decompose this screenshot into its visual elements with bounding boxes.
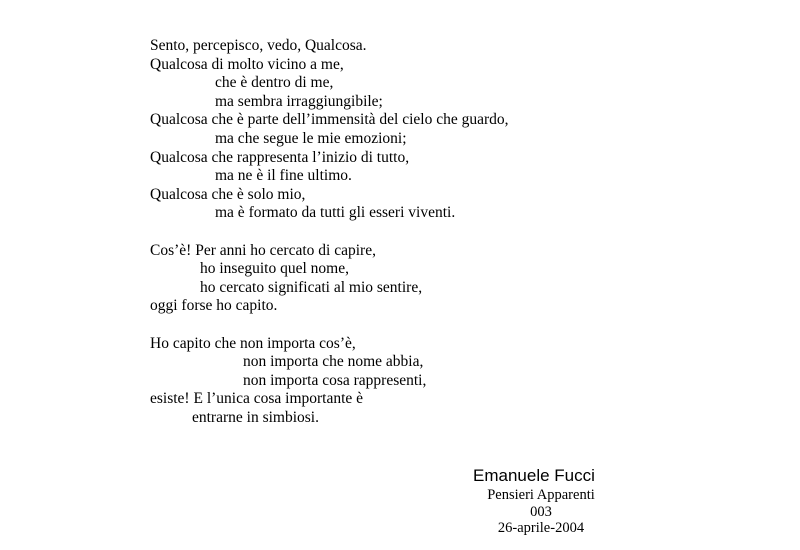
stanza-1 <box>150 37 509 223</box>
signature-block <box>473 465 609 537</box>
collection-title: Pensieri Apparenti <box>487 487 595 503</box>
author-name: Emanuele Fucci <box>473 466 595 485</box>
poem-line: ma sembra irraggiungibile; <box>215 92 383 110</box>
poem-line: oggi forse ho capito. <box>150 297 278 315</box>
poem-date: 26-aprile-2004 <box>497 520 585 536</box>
poem-line: ma è formato da tutti gli esseri viventi. <box>215 204 456 222</box>
poem-line: Sento, percepisco, vedo, Qualcosa. <box>150 37 367 54</box>
poem-line: ho inseguito quel nome, <box>200 260 349 278</box>
poem-number: 003 <box>530 503 552 520</box>
poem-line: ma che segue le mie emozioni; <box>215 129 407 147</box>
poem-line: Qualcosa che è solo mio, <box>150 185 306 203</box>
poem-line: non importa che nome abbia, <box>243 353 424 371</box>
poem-line: Qualcosa di molto vicino a me, <box>150 55 344 73</box>
poem-line: esiste! E l’unica cosa importante è <box>150 390 364 408</box>
poem-line: non importa cosa rappresenti, <box>243 371 427 389</box>
poem-line: Cos’è! Per anni ho cercato di capire, <box>150 241 376 259</box>
poem-line: che è dentro di me, <box>215 74 334 92</box>
poem-line: Ho capito che non importa cos’è, <box>150 334 356 352</box>
poem-line: Qualcosa che rappresenta l’inizio di tutto, <box>150 148 410 166</box>
poem-line: entrarne in simbiosi. <box>192 408 319 426</box>
poem-line: ho cercato significati al mio sentire, <box>200 278 423 296</box>
stanza-gap <box>150 223 509 242</box>
stanza-2 <box>150 242 509 316</box>
poem-line: ma ne è il fine ultimo. <box>215 167 352 185</box>
poem-line: Qualcosa che è parte dell’immensità del cielo che guardo, <box>150 111 509 129</box>
stanza-gap <box>150 316 509 335</box>
stanza-3 <box>150 335 509 428</box>
poem-body <box>150 37 509 427</box>
